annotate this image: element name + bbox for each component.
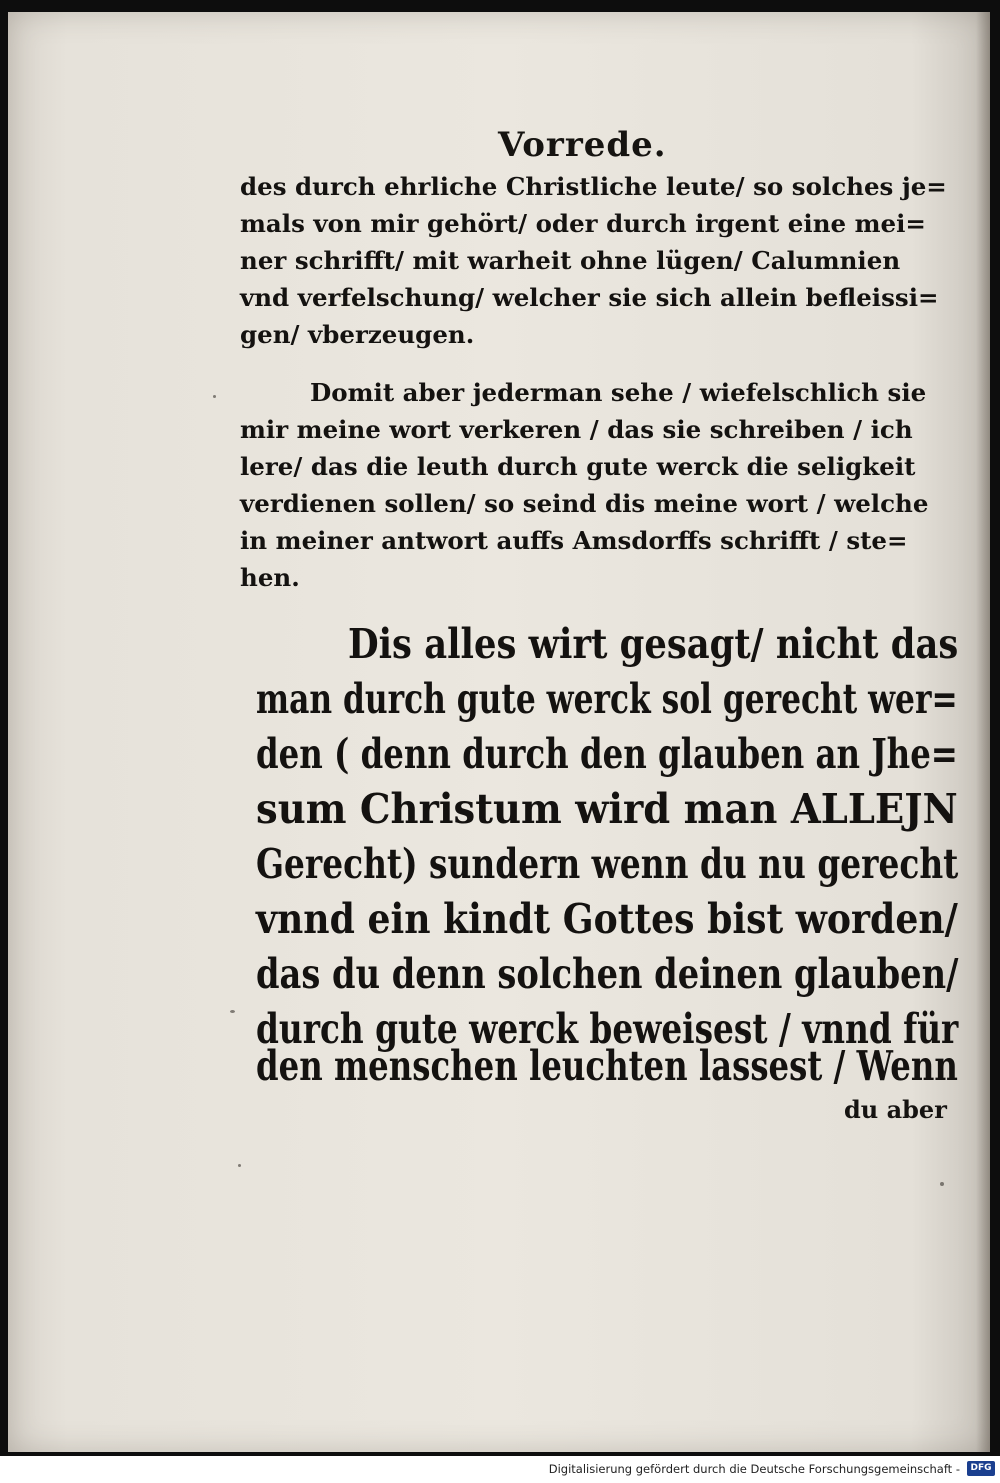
text-line: das du denn solchen deinen glauben/ xyxy=(256,950,959,998)
text-line: Gerecht) sundern wenn du nu gerecht xyxy=(256,840,959,888)
text-line: man durch gute werck sol gerecht wer= xyxy=(256,675,958,723)
paper-speck xyxy=(213,395,216,398)
text-line: in meiner antwort auffs Amsdorffs schrifft / ste= xyxy=(240,526,908,555)
text-line: durch gute werck beweisest / vnnd für xyxy=(256,1005,959,1053)
text-line: mir meine wort verkeren / das sie schreiben / ich xyxy=(240,415,913,444)
text-line: Domit aber jederman sehe / wiefelschlich sie xyxy=(310,378,927,407)
text-line: den menschen leuchten lassest / Wenn xyxy=(256,1042,958,1090)
digitization-footer xyxy=(0,1456,1000,1483)
text-line: lere/ das die leuth durch gute werck die seligkeit xyxy=(240,452,916,481)
text-line: hen. xyxy=(240,563,300,592)
paper-speck xyxy=(238,1164,241,1167)
paper-speck xyxy=(230,1010,235,1013)
text-line: den ( denn durch den glauben an Jhe= xyxy=(256,730,958,778)
text-line: verdienen sollen/ so seind dis meine wort / welche xyxy=(240,489,929,518)
text-line: vnnd ein kindt Gottes bist worden/ xyxy=(256,895,958,943)
text-line: sum Christum wird man ALLEJN xyxy=(256,785,958,833)
text-line: gen/ vberzeugen. xyxy=(240,320,475,349)
running-head: Vorrede. xyxy=(498,125,667,165)
catchword: du aber xyxy=(844,1095,947,1124)
text-line: ner schrifft/ mit warheit ohne lügen/ Calumnien xyxy=(240,246,901,275)
text-line: des durch ehrliche Christliche leute/ so solches je= xyxy=(240,172,947,201)
text-line: Dis alles wirt gesagt/ nicht das xyxy=(348,620,959,668)
paper-speck xyxy=(940,1182,944,1186)
dfg-logo-icon: DFG xyxy=(967,1461,995,1476)
book-page xyxy=(8,12,990,1452)
page-edge-shadow xyxy=(976,12,990,1452)
text-line: vnd verfelschung/ welcher sie sich allein befleissi= xyxy=(240,283,939,312)
funding-credit: Digitalisierung gefördert durch die Deutsche Forschungsgemeinschaft - xyxy=(548,1462,960,1476)
text-line: mals von mir gehört/ oder durch irgent eine mei= xyxy=(240,209,926,238)
